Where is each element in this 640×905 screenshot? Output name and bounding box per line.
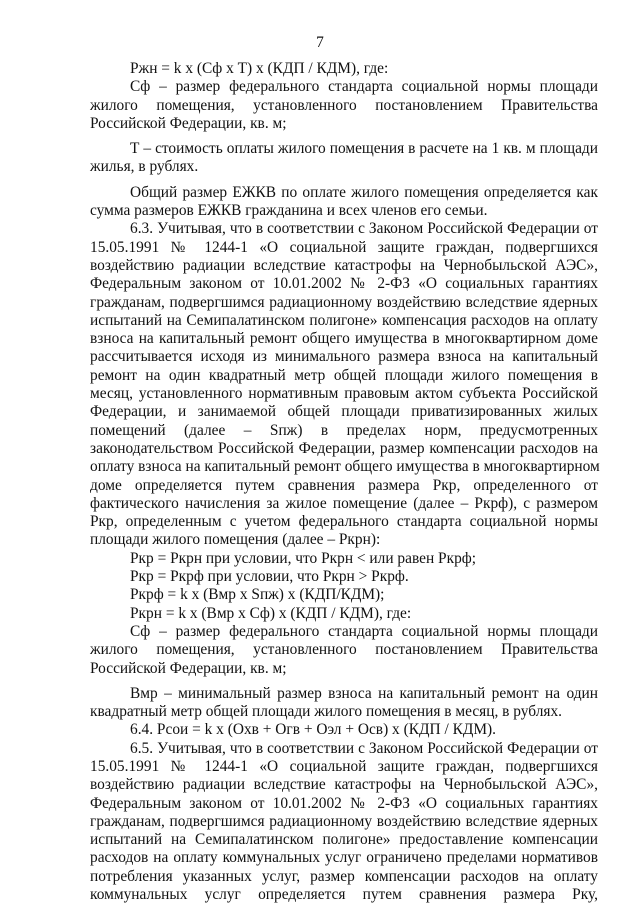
text-line: Ркр = Ркрн при условии, что Ркрн < или равен Ркрф; — [130, 549, 477, 567]
text-line: Федеральным законом от 10.01.2002 № 2-ФЗ «О социальных гарантиях — [90, 275, 598, 293]
text-line: Ркр, определенным с учетом федерального стандарта социальной нормы — [90, 513, 598, 531]
text-line: законодательством Российской Федерации, размер компенсации расходов на — [90, 439, 598, 457]
text-line: жилья, в рублях. — [90, 158, 199, 176]
text-line: потребления указанных услуг, размер компенсации расходов на оплату — [90, 867, 598, 885]
text-line: площади жилого помещения (далее – Ркрн): — [90, 531, 381, 549]
text-line: испытаний на Семипалатинском полигоне» предоставление компенсации — [90, 831, 598, 849]
text-line: Сф – размер федерального стандарта социальной нормы площади — [130, 622, 598, 640]
text-line: Российской Федерации, кв. м; — [90, 114, 287, 132]
text-line: квадратный метр общей площади жилого помещения в месяц, в рублях. — [90, 703, 563, 721]
text-line: Ркрф = k х (Вмр х Sпж) х (КДП/КДМ); — [130, 586, 385, 604]
text-line: жилого помещения, установленного постановлением Правительства — [90, 96, 598, 114]
text-line: гражданам, подвергшимся радиационному воздействию вследствие ядерных — [90, 812, 598, 830]
text-line: месяц, установленного нормативным правовым актом субъекта Российской — [90, 385, 598, 403]
text-line: Российской Федерации, кв. м; — [90, 659, 287, 677]
text-line: воздействию радиации вследствие катастрофы на Чернобыльской АЭС», — [90, 776, 598, 794]
text-line: Федеральным законом от 10.01.2002 № 2-ФЗ «О социальных гарантиях — [90, 794, 598, 812]
text-line: Федерации, и занимаемой общей площади приватизированных жилых — [90, 403, 598, 421]
text-line: помещений (далее – Sпж) в пределах норм, предусмотренных — [90, 421, 598, 439]
text-line: коммунальных услуг определяется путем сравнения размера Рку, — [90, 886, 598, 904]
text-line: воздействию радиации вследствие катастрофы на Чернобыльской АЭС», — [90, 256, 598, 274]
text-line: 15.05.1991 № 1244-1 «О социальной защите граждан, подвергшихся — [90, 757, 598, 775]
text-line: сумма размеров ЕЖКВ гражданина и всех членов его семьи. — [90, 202, 488, 220]
text-line: Ркр = Ркрф при условии, что Ркрн > Ркрф. — [130, 568, 409, 586]
text-line: Ркрн = k х (Вмр х Сф) х (КДП / КДМ), где: — [130, 604, 412, 622]
text-line: жилого помещения, установленного постановлением Правительства — [90, 641, 598, 659]
text-line: взноса на капитальный ремонт общего имущества в многоквартирном доме — [90, 330, 598, 348]
text-line: испытаний на Семипалатинском полигоне» компенсация расходов на оплату — [90, 311, 598, 329]
text-line: Ржн = k х (Сф х Т) х (КДП / КДМ), где: — [130, 60, 389, 77]
text-line: оплату взноса на капитальный ремонт общего имущества в многоквартирном — [90, 458, 600, 476]
text-line: 6.3. Учитывая, что в соответствии с Законом Российской Федерации от — [130, 220, 598, 238]
text-line: ремонт на один квадратный метр общей площади жилого помещения в — [90, 366, 598, 384]
text-line: фактического начисления за жилое помещение (далее – Ркрф), с размером — [90, 494, 598, 512]
text-line: Общий размер ЕЖКВ по оплате жилого помещения определяется как — [130, 183, 598, 201]
text-line: рассчитывается исходя из минимального размера взноса на капитальный — [90, 348, 598, 366]
text-line: Вмр – минимальный размер взноса на капитальный ремонт на один — [130, 684, 598, 702]
text-line: расходов на оплату коммунальных услуг ограничено пределами нормативов — [90, 849, 598, 867]
text-line: гражданам, подвергшимся радиационному воздействию вследствие ядерных — [90, 293, 598, 311]
text-line: 6.4. Рсои = k х (Охв + Огв + Оэл + Осв) х (КДП / КДМ). — [130, 721, 496, 739]
text-line: 6.5. Учитывая, что в соответствии с Законом Российской Федерации от — [130, 739, 598, 757]
text-line: 15.05.1991 № 1244-1 «О социальной защите граждан, подвергшихся — [90, 238, 598, 256]
text-line: Сф – размер федерального стандарта социальной нормы площади — [130, 78, 598, 96]
page-number: 7 — [316, 34, 324, 51]
text-line: Т – стоимость оплаты жилого помещения в расчете на 1 кв. м площади — [130, 140, 598, 158]
document-body — [90, 60, 598, 904]
text-line: доме определяется путем сравнения размера Ркр, определенного от — [90, 476, 598, 494]
